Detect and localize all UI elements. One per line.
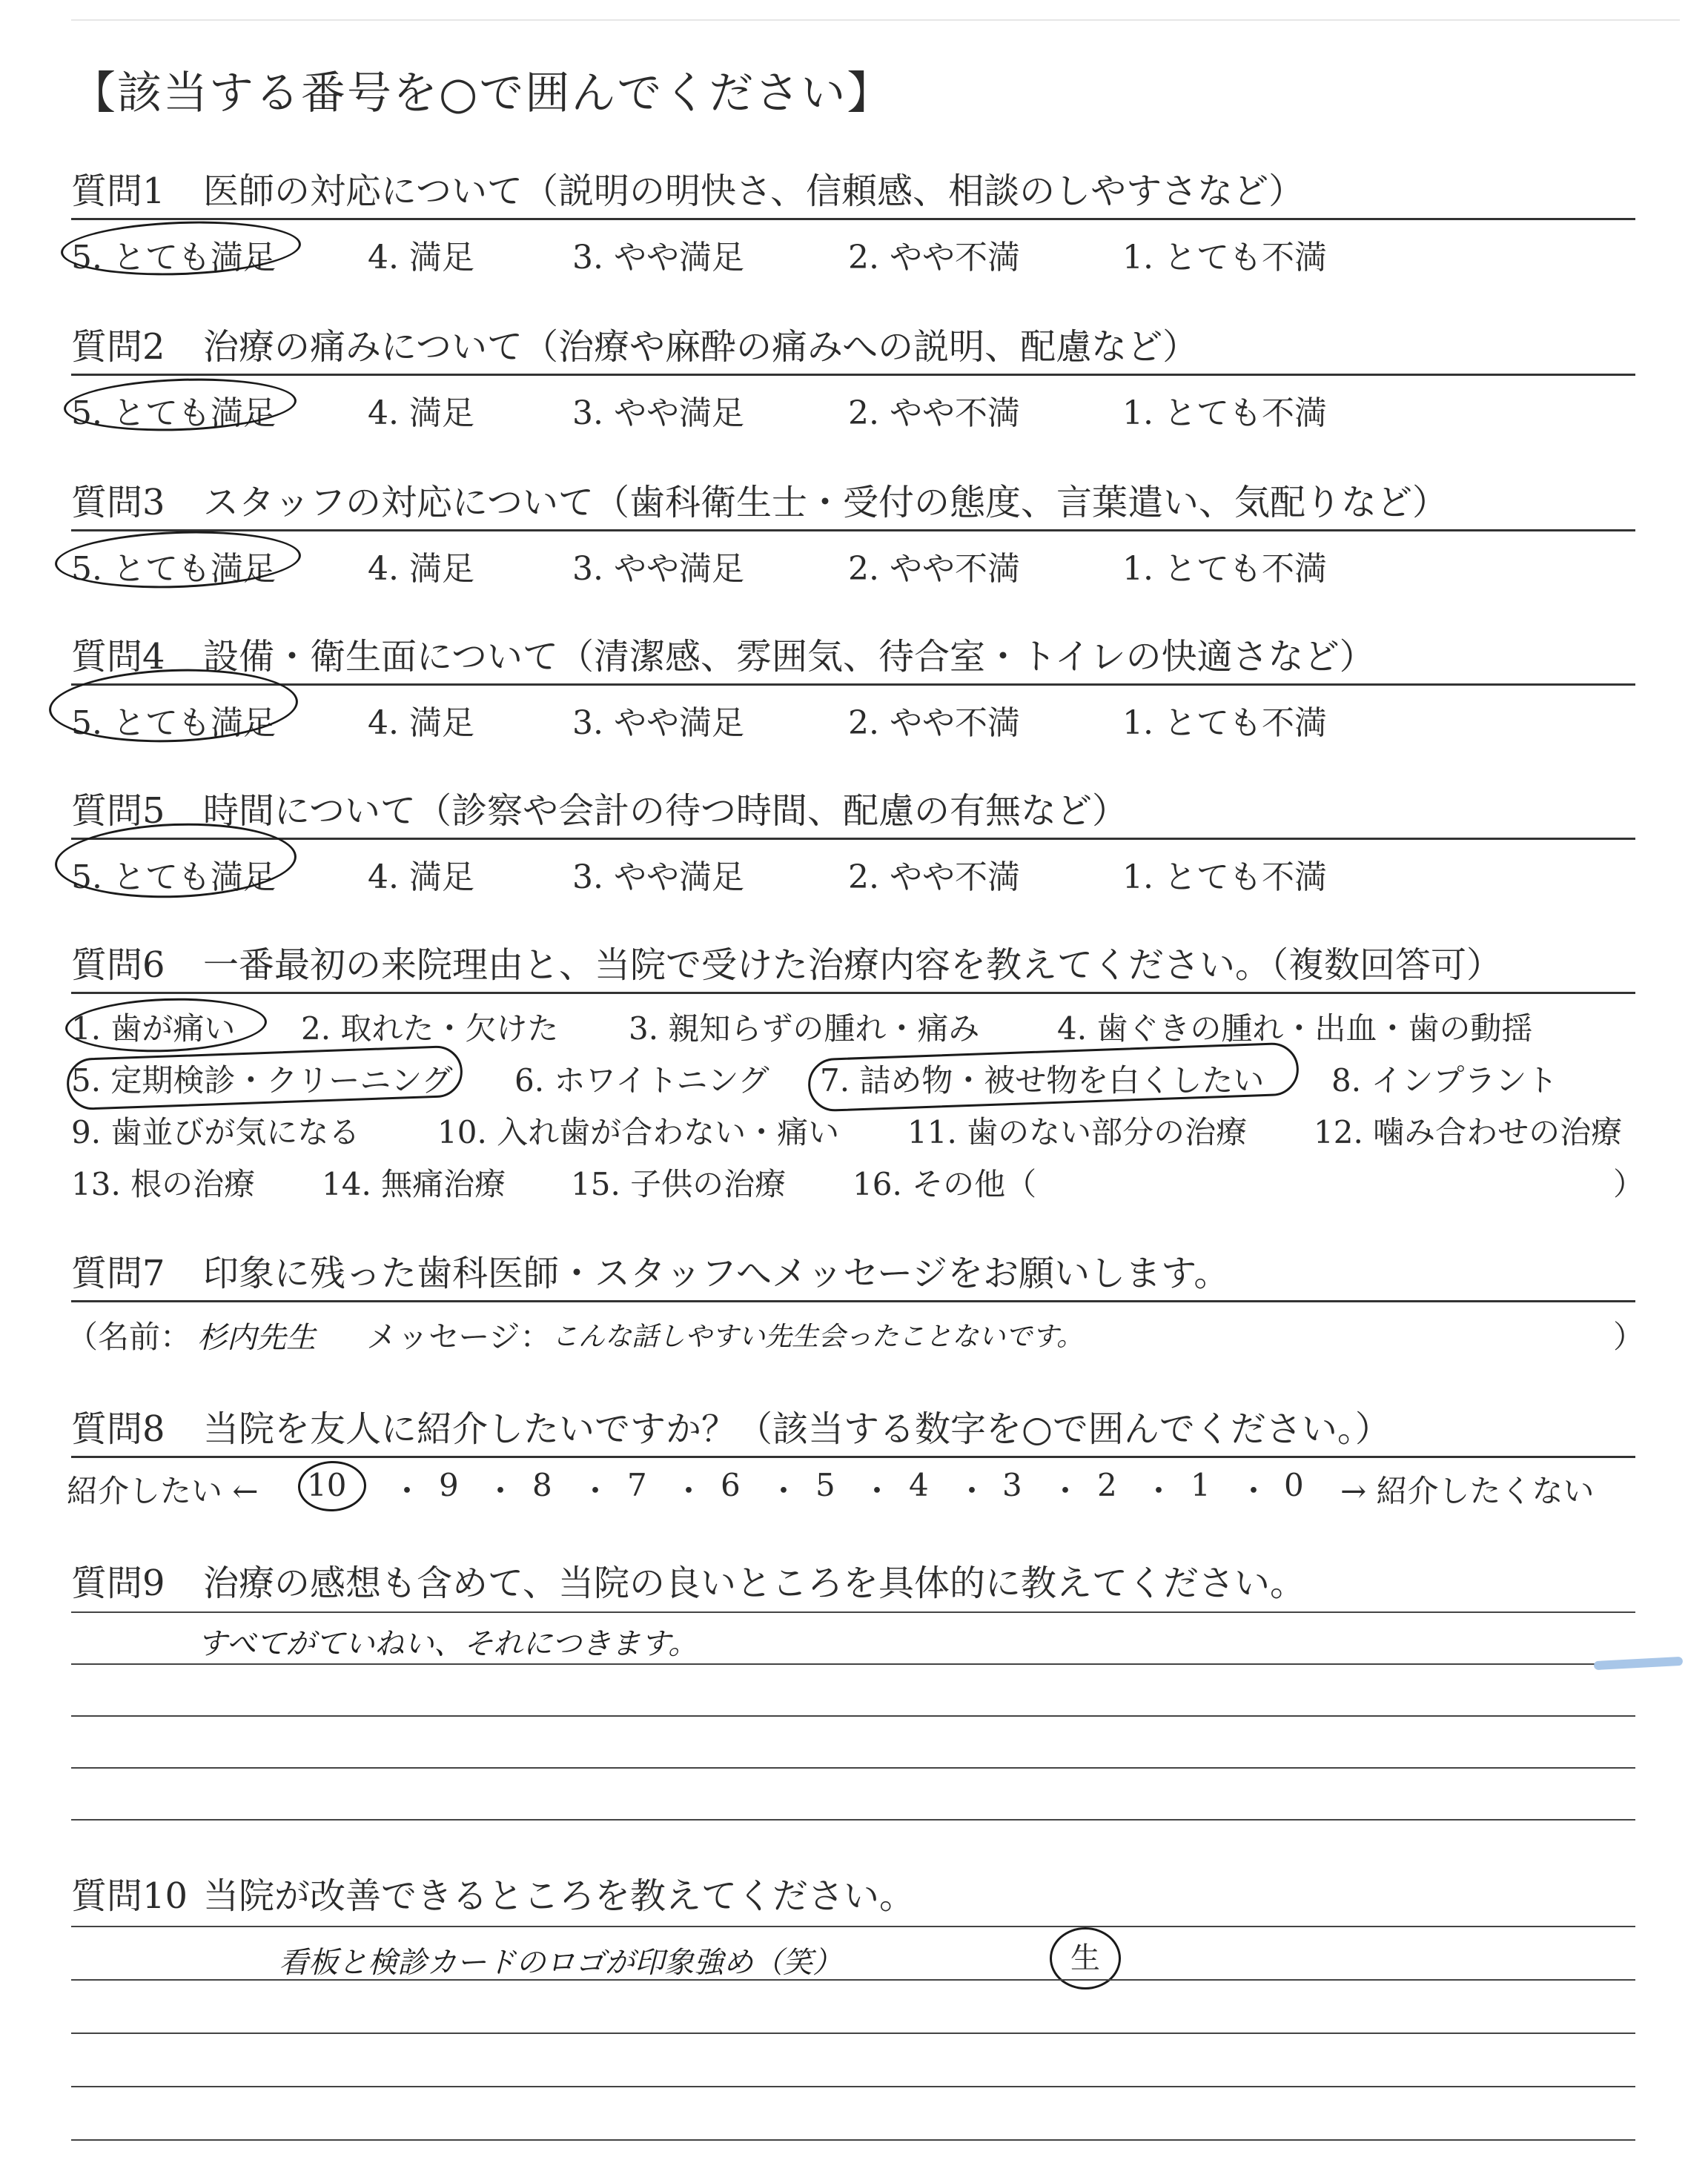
question-number: 質問2 — [71, 326, 165, 368]
option-5[interactable]: 5. とても満足 — [71, 394, 276, 432]
answer-area — [71, 1610, 1635, 1906]
scale-dot: ・ — [391, 1473, 423, 1509]
answer-line — [71, 1663, 1635, 1665]
question-text: 印象に残った歯科医師・スタッフへメッセージをお願いします。 — [203, 1253, 1230, 1294]
option-3[interactable]: 3. やや満足 — [572, 858, 744, 896]
answer-text[interactable]: すべてがていねい、それにつきます。 — [197, 1627, 698, 1661]
option-painless[interactable]: 14. 無痛治療 — [322, 1166, 506, 1202]
option-root-canal[interactable]: 13. 根の治療 — [71, 1166, 256, 1202]
answer-line — [71, 1611, 1635, 1613]
handwritten-stamp: 生 — [1050, 1927, 1121, 1990]
question-text: 当院が改善できるところを教えてください。 — [203, 1875, 916, 1917]
question-number: 質問9 — [71, 1563, 165, 1604]
scale-left-label: 紹介したい ← — [67, 1473, 259, 1509]
option-missing-teeth[interactable]: 11. 歯のない部分の治療 — [907, 1114, 1248, 1150]
question-8 — [67, 1401, 1635, 1510]
name-label: （名前： — [67, 1319, 192, 1355]
name-value[interactable]: 杉内先生 — [197, 1321, 316, 1355]
scale-dot: ・ — [1238, 1473, 1270, 1509]
rating-options — [71, 686, 1635, 742]
answer-line — [71, 2139, 1635, 2141]
question-text: 一番最初の来院理由と、当院で受けた治療内容を教えてください。（複数回答可） — [203, 944, 1503, 986]
option-3[interactable]: 3. やや満足 — [572, 550, 744, 588]
scale-1[interactable]: 1 — [1191, 1467, 1211, 1503]
scale-dot: ・ — [861, 1473, 893, 1509]
question-header — [71, 629, 1635, 686]
answer-line — [71, 1979, 1635, 1981]
top-edge-line — [71, 19, 1680, 21]
option-3[interactable]: 3. やや満足 — [572, 704, 744, 742]
option-3[interactable]: 3. やや満足 — [572, 394, 744, 432]
option-1[interactable]: 1. とても不満 — [1122, 394, 1327, 432]
option-1[interactable]: 1. とても不満 — [1122, 239, 1327, 276]
question-6 — [71, 937, 1645, 1209]
option-3[interactable]: 3. やや満足 — [572, 239, 744, 276]
question-text: 設備・衛生面について（清潔感、雰囲気、待合室・トイレの快適さなど） — [203, 636, 1375, 678]
question-header — [71, 474, 1635, 531]
scale-dot: ・ — [485, 1473, 517, 1509]
answer-line — [71, 1715, 1635, 1717]
answer-line — [71, 1767, 1635, 1769]
rating-options — [71, 531, 1635, 588]
message-close-paren: ） — [1613, 1319, 1645, 1355]
option-children[interactable]: 15. 子供の治療 — [571, 1166, 787, 1202]
scale-10[interactable]: 10 — [307, 1467, 347, 1503]
question-number: 質問7 — [71, 1253, 165, 1294]
question-number: 質問8 — [71, 1408, 165, 1450]
question-text: 治療の痛みについて（治療や麻酔の痛みへの説明、配慮など） — [203, 326, 1199, 368]
answer-area — [71, 1923, 1635, 2160]
answer-text[interactable]: 看板と検診カードのロゴが印象強め（笑） — [279, 1946, 842, 1980]
scale-dot: ・ — [768, 1473, 800, 1509]
option-1[interactable]: 1. とても不満 — [1122, 550, 1327, 588]
option-2[interactable]: 2. やや不満 — [848, 704, 1020, 742]
rating-options — [71, 376, 1635, 432]
question-header — [71, 163, 1635, 220]
question-text: 時間について（診察や会計の待つ時間、配慮の有無など） — [203, 790, 1128, 832]
option-alignment[interactable]: 9. 歯並びが気になる — [71, 1114, 360, 1150]
option-5[interactable]: 5. とても満足 — [71, 239, 276, 276]
message-line — [67, 1302, 1645, 1355]
scale-9[interactable]: 9 — [439, 1467, 459, 1503]
option-bite[interactable]: 12. 噛み合わせの治療 — [1314, 1114, 1623, 1150]
other-close-paren: ） — [1613, 1166, 1645, 1202]
option-wisdom-tooth[interactable]: 3. 親知らずの腫れ・痛み — [629, 1010, 980, 1047]
question-10 — [71, 1868, 1635, 2160]
selection-circle-7 — [807, 1041, 1300, 1112]
answer-line — [71, 1819, 1635, 1821]
question-2 — [71, 319, 1635, 432]
scale-dot: ・ — [673, 1473, 705, 1509]
question-4 — [71, 629, 1635, 742]
scale-2[interactable]: 2 — [1097, 1467, 1117, 1503]
scale-dot: ・ — [956, 1473, 988, 1509]
scale-8[interactable]: 8 — [532, 1467, 552, 1503]
question-text: スタッフの対応について（歯科衛生士・受付の態度、言葉遣い、気配りなど） — [203, 482, 1449, 523]
scale-dot: ・ — [580, 1473, 612, 1509]
scale-dot: ・ — [1050, 1473, 1082, 1509]
question-text: 医師の対応について（説明の明快さ、信頼感、相談のしやすさなど） — [203, 170, 1305, 212]
option-4[interactable]: 4. 満足 — [368, 239, 474, 276]
selection-circle-5 — [66, 1045, 463, 1111]
question-5 — [71, 783, 1635, 896]
page-title: 【該当する番号を○で囲んでください】 — [71, 67, 893, 119]
option-5[interactable]: 5. とても満足 — [71, 704, 276, 742]
option-4[interactable]: 4. 満足 — [368, 394, 474, 432]
option-2[interactable]: 2. やや不満 — [848, 550, 1020, 588]
scale-0[interactable]: 0 — [1284, 1467, 1304, 1503]
question-text: 治療の感想も含めて、当院の良いところを具体的に教えてください。 — [203, 1563, 1306, 1604]
answer-line — [71, 1926, 1635, 1927]
option-broken[interactable]: 2. 取れた・欠けた — [301, 1010, 559, 1047]
message-value[interactable]: こんな話しやすい先生会ったことないです。 — [552, 1322, 1084, 1352]
scale-7[interactable]: 7 — [627, 1467, 647, 1503]
option-4[interactable]: 4. 満足 — [368, 704, 474, 742]
scale-right-label: → 紹介したくない — [1340, 1473, 1595, 1509]
rating-options — [71, 220, 1635, 276]
question-number: 質問10 — [71, 1875, 188, 1917]
scale-4[interactable]: 4 — [909, 1467, 929, 1503]
question-1 — [71, 163, 1635, 276]
option-implant[interactable]: 8. インプラント — [1331, 1062, 1558, 1099]
scale-5[interactable]: 5 — [815, 1467, 835, 1503]
scale-dot: ・ — [1143, 1473, 1175, 1509]
rating-options — [71, 840, 1635, 896]
option-5[interactable]: 5. とても満足 — [71, 858, 276, 896]
option-4[interactable]: 4. 満足 — [368, 858, 474, 896]
option-5[interactable]: 5. とても満足 — [71, 550, 276, 588]
question-number: 質問4 — [71, 636, 165, 678]
message-label: メッセージ： — [366, 1319, 552, 1355]
option-toothache[interactable]: 1. 歯が痛い — [71, 1010, 236, 1047]
option-1[interactable]: 1. とても不満 — [1122, 704, 1327, 742]
option-2[interactable]: 2. やや不満 — [848, 394, 1020, 432]
question-header — [71, 1868, 1635, 1923]
option-2[interactable]: 2. やや不満 — [848, 858, 1020, 896]
question-text: 当院を友人に紹介したいですか？（該当する数字を○で囲んでください。） — [203, 1408, 1391, 1450]
option-gum[interactable]: 4. 歯ぐきの腫れ・出血・歯の動揺 — [1057, 1010, 1533, 1047]
treatment-options — [71, 994, 1645, 1209]
question-header — [71, 1245, 1635, 1302]
option-white-fillings[interactable]: 7. 詰め物・被せ物を白くしたい — [820, 1062, 1265, 1099]
option-4[interactable]: 4. 満足 — [368, 550, 474, 588]
answer-line — [71, 2033, 1635, 2034]
option-2[interactable]: 2. やや不満 — [848, 239, 1020, 276]
question-number: 質問3 — [71, 482, 165, 523]
question-header — [71, 937, 1635, 994]
option-1[interactable]: 1. とても不満 — [1122, 858, 1327, 896]
question-header — [71, 1555, 1635, 1610]
question-number: 質問1 — [71, 170, 165, 212]
scale-3[interactable]: 3 — [1002, 1467, 1022, 1503]
selection-circle-10 — [297, 1460, 367, 1512]
question-number: 質問5 — [71, 790, 165, 832]
question-header — [71, 319, 1635, 376]
answer-line — [71, 2086, 1635, 2087]
option-dentures[interactable]: 10. 入れ歯が合わない・痛い — [437, 1114, 840, 1150]
option-checkup-cleaning[interactable]: 5. 定期検診・クリーニング — [71, 1062, 453, 1099]
recommend-scale — [67, 1458, 1635, 1510]
question-number: 質問6 — [71, 944, 165, 986]
option-other[interactable]: 16. その他（ — [853, 1166, 1037, 1202]
question-9 — [71, 1555, 1635, 1906]
question-header — [71, 783, 1635, 840]
question-7 — [67, 1245, 1645, 1355]
question-3 — [71, 474, 1635, 588]
option-whitening[interactable]: 6. ホワイトニング — [514, 1062, 769, 1099]
question-header — [71, 1401, 1635, 1458]
scale-6[interactable]: 6 — [721, 1467, 741, 1503]
